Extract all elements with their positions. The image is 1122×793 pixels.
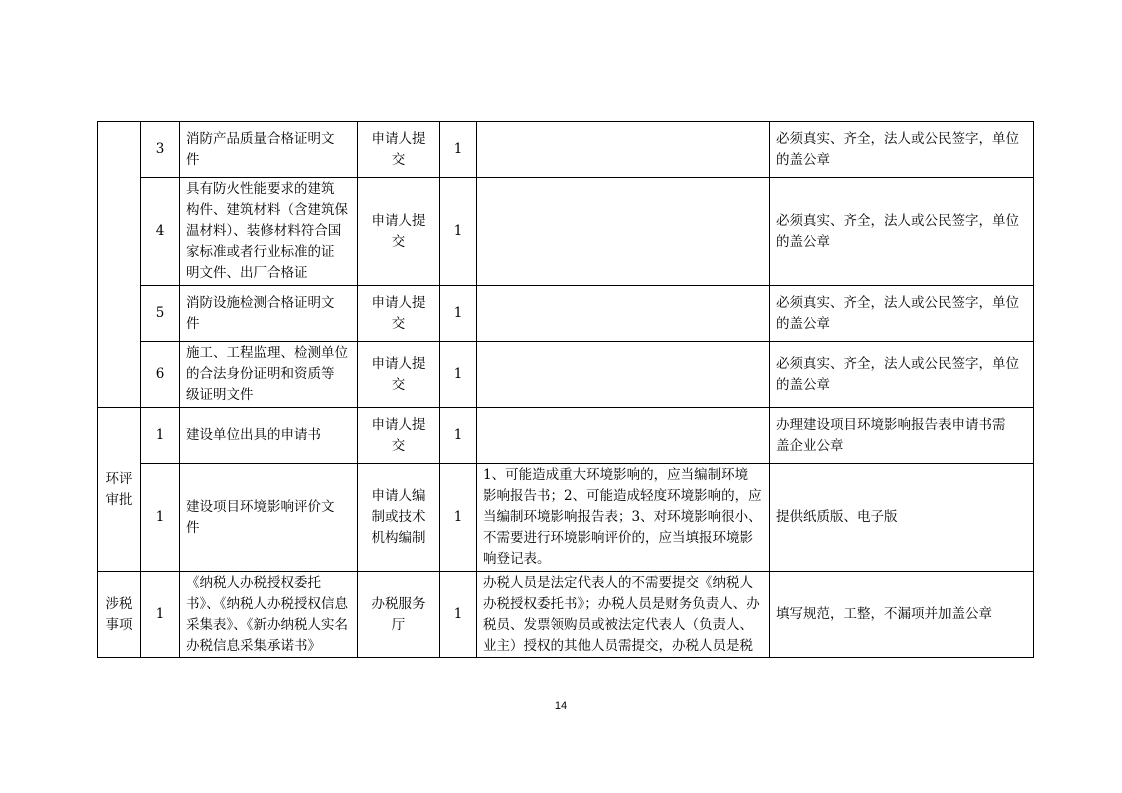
- document-source: 申请人提 交: [358, 342, 440, 408]
- note: [477, 408, 770, 464]
- row-number: 1: [141, 408, 180, 464]
- row-number: 5: [141, 286, 180, 342]
- requirement: 必须真实、齐全，法人或公民签字，单位 的盖公章: [770, 178, 1034, 286]
- document-source: 办税服务 厅: [358, 572, 440, 658]
- document-name: 施工、工程监理、检测单位 的合法身份证明和资质等 级证明文件: [180, 342, 358, 408]
- document-name: 建设单位出具的申请书: [180, 408, 358, 464]
- document-source: 申请人提 交: [358, 286, 440, 342]
- table-row: [98, 464, 1034, 572]
- requirement: 必须真实、齐全，法人或公民签字，单位 的盖公章: [770, 286, 1034, 342]
- table-row: [98, 342, 1034, 408]
- note: [477, 122, 770, 178]
- document-name: 《纳税人办税授权委托 书》、《纳税人办税授权信息 采集表》、《新办纳税人实名 办税信息采集承诺书》: [180, 572, 358, 658]
- document-source: 申请人提 交: [358, 408, 440, 464]
- requirement: 办理建设项目环境影响报告表申请书需 盖企业公章: [770, 408, 1034, 464]
- page-number: 14: [554, 700, 568, 712]
- copies: 1: [440, 408, 477, 464]
- row-number: 3: [141, 122, 180, 178]
- note: [477, 178, 770, 286]
- table-row: [98, 178, 1034, 286]
- document-name: 消防设施检测合格证明文 件: [180, 286, 358, 342]
- document-name: 具有防火性能要求的建筑 构件、建筑材料（含建筑保 温材料）、装修材料符合国 家标准或者行业标准的证 明文件、出厂合格证: [180, 178, 358, 286]
- requirement: 填写规范，工整，不漏项并加盖公章: [770, 572, 1034, 658]
- document-source: 申请人编 制或技术 机构编制: [358, 464, 440, 572]
- note: [477, 342, 770, 408]
- copies: 1: [440, 342, 477, 408]
- category-cell-fire: [98, 122, 141, 408]
- category-cell-tax: 涉税 事项: [98, 572, 141, 658]
- row-number: 6: [141, 342, 180, 408]
- row-number: 4: [141, 178, 180, 286]
- requirements-table: [97, 121, 1034, 658]
- row-number: 1: [141, 464, 180, 572]
- copies: 1: [440, 464, 477, 572]
- table-row: [98, 408, 1034, 464]
- table-row: [98, 572, 1034, 658]
- requirement: 必须真实、齐全，法人或公民签字，单位 的盖公章: [770, 342, 1034, 408]
- document-source: 申请人提 交: [358, 122, 440, 178]
- copies: 1: [440, 286, 477, 342]
- table-row: [98, 122, 1034, 178]
- document-name: 建设项目环境影响评价文 件: [180, 464, 358, 572]
- requirement: 必须真实、齐全，法人或公民签字，单位 的盖公章: [770, 122, 1034, 178]
- note: 1、可能造成重大环境影响的，应当编制环境 影响报告书；2、可能造成轻度环境影响的，应 当编制环境影响报告表；3、对环境影响很小、 不需要进行环境影响评价的，应当填报环境影 响登记表。: [477, 464, 770, 572]
- note: [477, 286, 770, 342]
- copies: 1: [440, 122, 477, 178]
- category-cell-eia: 环评 审批: [98, 408, 141, 572]
- row-number: 1: [141, 572, 180, 658]
- copies: 1: [440, 572, 477, 658]
- document-source: 申请人提 交: [358, 178, 440, 286]
- requirement: 提供纸质版、电子版: [770, 464, 1034, 572]
- table-row: [98, 286, 1034, 342]
- note: 办税人员是法定代表人的不需要提交《纳税人 办税授权委托书》；办税人员是财务负责人、办 税员、发票领购员或被法定代表人（负责人、 业主）授权的其他人员需提交，办税人员是税: [477, 572, 770, 658]
- document-name: 消防产品质量合格证明文 件: [180, 122, 358, 178]
- copies: 1: [440, 178, 477, 286]
